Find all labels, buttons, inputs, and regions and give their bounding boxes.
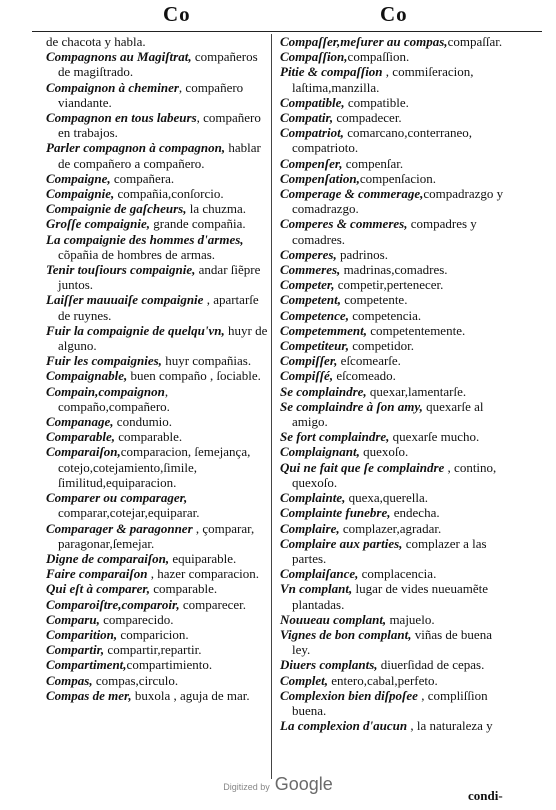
dictionary-entry (280, 338, 512, 353)
dictionary-entry (46, 80, 268, 110)
dictionary-entry (46, 368, 268, 383)
headword: Comparaiſon, (46, 444, 121, 460)
google-logo: Google (274, 774, 333, 794)
dictionary-entry (280, 444, 512, 459)
dictionary-entry (46, 612, 268, 627)
headword: Digne de comparaiſon, (46, 550, 170, 566)
translation: quexar,lamentarſe. (366, 383, 467, 399)
dictionary-entry (280, 521, 512, 536)
dictionary-entry (46, 444, 268, 490)
headword: Compartiment, (46, 657, 127, 673)
headword: Compatir, (280, 110, 334, 126)
translation: , commiſeracion, laſtima,manzilla. (292, 64, 474, 95)
headword: Compaſſer,meſurer au compas, (280, 34, 448, 49)
dictionary-entry (46, 186, 268, 201)
headword: Compaſſion, (280, 49, 348, 65)
column-divider (271, 34, 272, 779)
translation: , compañero en trabajos. (58, 110, 261, 141)
translation: compas,circulo. (92, 672, 179, 688)
dictionary-entry (280, 384, 512, 399)
translation: cõpañia de hombres de armas. (58, 246, 216, 262)
translation: , çomparar, paragonar,ſemejar. (58, 520, 255, 551)
dictionary-entry (46, 262, 268, 292)
headword: Diuers complants, (280, 657, 378, 673)
headword: Comperes & commeres, (280, 216, 408, 232)
headword: Tenir touſiours compaignie, (46, 262, 196, 278)
translation: competir,pertenecer. (334, 277, 444, 293)
translation: grande compañia. (149, 216, 246, 232)
dictionary-entry (280, 368, 512, 383)
dictionary-entry (280, 247, 512, 262)
headword: Complainte funebre, (280, 505, 391, 521)
headword: Compain,compaignon (46, 383, 165, 399)
translation: compaſſar. (447, 34, 503, 49)
headword: Nouueau complant, (280, 611, 387, 627)
translation: , compaño,compañero. (58, 383, 170, 414)
dictionary-entry (280, 34, 512, 49)
left-column (46, 34, 268, 703)
dictionary-entry (46, 201, 268, 216)
dictionary-entry (46, 673, 268, 688)
dictionary-entry (280, 536, 512, 566)
translation: compenſacion. (359, 170, 436, 186)
headword: Vn complant, (280, 581, 353, 597)
dictionary-entry (46, 216, 268, 231)
headword: Compiſſé, (280, 368, 334, 384)
dictionary-entry (46, 642, 268, 657)
translation: compañera. (110, 170, 175, 186)
dictionary-entry (46, 323, 268, 353)
translation: quexarſe mucho. (389, 429, 480, 445)
dictionary-entry (280, 95, 512, 110)
headword: Se fort complaindre, (280, 429, 390, 445)
translation: huyr compañias. (161, 353, 252, 369)
translation: compadres y comadres. (292, 216, 477, 247)
translation: padrinos. (336, 246, 388, 262)
dictionary-entry (46, 171, 268, 186)
translation: quexa,querella. (345, 490, 429, 506)
translation: , compliſſion buena. (292, 687, 488, 718)
translation: diuerſidad de cepas. (377, 657, 485, 673)
dictionary-entry (46, 110, 268, 140)
dictionary-entry (280, 262, 512, 277)
translation: buxola , aguja de mar. (131, 687, 250, 703)
translation: viñas de buena ley. (292, 626, 492, 658)
dictionary-entry (280, 566, 512, 581)
dictionary-entry (280, 171, 512, 186)
dictionary-entry (280, 657, 512, 672)
dictionary-entry (280, 49, 512, 64)
dictionary-entry (280, 460, 512, 490)
dictionary-entry (280, 110, 512, 125)
headword: Compaignie de gaſcheurs, (46, 201, 187, 217)
translation: , compañero viandante. (58, 79, 244, 110)
translation: comparable. (150, 581, 218, 597)
headword: Vignes de bon complant, (280, 626, 412, 642)
headword: Se complaindre, (280, 383, 367, 399)
translation: competentemente. (367, 322, 466, 338)
dictionary-entry (280, 581, 512, 611)
dictionary-entry (280, 323, 512, 338)
headword: Comparu, (46, 611, 100, 627)
headword: Qui eſt à comparer, (46, 581, 150, 597)
headword: Competence, (280, 307, 349, 323)
dictionary-entry (46, 414, 268, 429)
dictionary-entry (280, 156, 512, 171)
headword: Compas de mer, (46, 687, 132, 703)
dictionary-entry (280, 612, 512, 627)
translation: compatible. (344, 94, 409, 110)
dictionary-entry (280, 292, 512, 307)
headword: Comparoiſtre,comparoir, (46, 596, 180, 612)
translation: compadrazgo y comadrazgo. (292, 186, 504, 217)
dictionary-entry (280, 718, 512, 733)
translation: comarcano,conterraneo, compatrioto. (292, 125, 473, 156)
dictionary-entry (280, 216, 512, 246)
dictionary-entry (280, 125, 512, 155)
headword: Compaigne, (46, 170, 111, 186)
headword: Faire comparaiſon (46, 566, 148, 582)
headword: Laiſſer mauuaiſe compaignie (46, 292, 204, 308)
headword: Complet, (280, 672, 329, 688)
translation: quexarſe al amigo. (292, 398, 484, 430)
headword: Complaiſance, (280, 566, 359, 582)
headword: La compaignie des hommes d'armes, (46, 231, 244, 247)
headword: Complaire aux parties, (280, 535, 403, 551)
translation: , la naturaleza y (407, 718, 493, 734)
dictionary-entry (280, 308, 512, 323)
dictionary-entry (46, 292, 268, 322)
header-right: Co (380, 2, 408, 26)
catchword: condi- (468, 788, 503, 803)
translation: comparar,cotejar,equiparar. (58, 505, 200, 521)
headword: Qui ne fait que ſe complaindre (280, 459, 445, 475)
translation: compañeros de magiſtrado. (58, 49, 258, 80)
headword: Complexion bien diſpoſee (280, 687, 418, 703)
translation: endecha. (390, 505, 440, 521)
dictionary-entry (280, 429, 512, 444)
translation: compartir,repartir. (104, 642, 202, 658)
dictionary-entry (46, 551, 268, 566)
translation: huyr de alguno. (58, 322, 268, 354)
headword: Competer, (280, 277, 335, 293)
dictionary-entry (280, 490, 512, 505)
headword: Parler compagnon à compagnon, (46, 140, 226, 156)
headword: Groſſe compaignie, (46, 216, 150, 232)
headword: Comparer ou comparager, (46, 490, 188, 506)
running-header (0, 2, 556, 28)
translation: compaſſion. (347, 49, 410, 65)
translation: hablar de compañero a compañero. (58, 140, 261, 171)
headword: Fuir les compaignies, (46, 353, 162, 369)
dictionary-entry (280, 64, 512, 94)
dictionary-entry (46, 688, 268, 703)
translation: compenſar. (342, 155, 404, 171)
dictionary-entry (280, 186, 512, 216)
dictionary-entry (46, 566, 268, 581)
translation: compadecer. (333, 110, 402, 126)
translation: comparable. (114, 429, 183, 445)
dictionary-entry (280, 688, 512, 718)
dictionary-entry (280, 353, 512, 368)
headword: Comperage & commerage, (280, 186, 424, 202)
translation: , contino, quexoſo. (292, 459, 497, 490)
headword: Competiteur, (280, 338, 349, 354)
translation: compañia,conſorcio. (114, 186, 224, 202)
dictionary-entry (280, 673, 512, 688)
translation: complazer,agradar. (339, 520, 442, 536)
translation: competidor. (348, 338, 414, 354)
dictionary-entry (46, 232, 268, 262)
translation: comparecer. (179, 596, 247, 612)
translation: comparacion, ſemejança, cotejo,cotejamiento,ſimile, ſimilitud,equiparacion. (58, 444, 251, 490)
translation: , hazer comparacion. (147, 566, 260, 582)
headword: Companage, (46, 414, 114, 430)
headword: Competent, (280, 292, 342, 308)
translation: compartimiento. (126, 657, 213, 673)
translation: entero,cabal,perfeto. (328, 672, 438, 688)
dictionary-entry (46, 581, 268, 596)
headword: Complaignant, (280, 444, 360, 460)
dictionary-entry (280, 505, 512, 520)
translation: majuelo. (386, 611, 435, 627)
headword: Compaignie, (46, 186, 115, 202)
dictionary-entry (46, 384, 268, 414)
dictionary-entry (46, 597, 268, 612)
headword: Comparager & paragonner (46, 520, 193, 536)
dictionary-entry (280, 627, 512, 657)
translation: condumio. (113, 414, 173, 430)
translation: quexoſo. (359, 444, 409, 460)
headword: Compenſer, (280, 155, 343, 171)
headword: Comparable, (46, 429, 115, 445)
headword: Commeres, (280, 262, 341, 278)
translation: de chacota y habla. (46, 34, 146, 49)
headword: Fuir la compaignie de quelqu'vn, (46, 322, 225, 338)
headword: Compenſation, (280, 170, 360, 186)
dictionary-entry (46, 140, 268, 170)
dictionary-entry (46, 429, 268, 444)
translation: andar ſiẽpre juntos. (58, 262, 261, 293)
dictionary-entry (46, 34, 268, 49)
headword: La complexion d'aucun (280, 718, 408, 734)
footer-prefix: Digitized by (223, 782, 270, 792)
headword: Pitie & compaſſion (280, 64, 383, 80)
headword: Compatible, (280, 94, 345, 110)
translation: , apartarſe de ruynes. (58, 292, 259, 323)
headword: Compaignon à cheminer (46, 79, 179, 95)
headword: Compatriot, (280, 125, 344, 141)
headword: Compiſſer, (280, 353, 338, 369)
translation: eſcomeado. (333, 368, 396, 384)
dictionary-entry (46, 627, 268, 642)
translation: eſcomearſe. (337, 353, 401, 369)
dictionary-entry (46, 657, 268, 672)
translation: complazer a las partes. (292, 535, 487, 566)
headword: Se complaindre à ſon amy, (280, 398, 423, 414)
digitized-footer (0, 774, 556, 795)
dictionary-entry (46, 353, 268, 368)
dictionary-entry (46, 521, 268, 551)
translation: comparecido. (99, 611, 174, 627)
headword: Comperes, (280, 246, 337, 262)
right-column (280, 34, 512, 733)
translation: complacencia. (358, 566, 437, 582)
translation: equiparable. (169, 550, 237, 566)
translation: buen compaño , ſociable. (127, 368, 261, 384)
translation: lugar de vides nueuamẽte plantadas. (292, 581, 488, 612)
headword: Complaire, (280, 520, 340, 536)
dictionary-entry (280, 399, 512, 429)
dictionary-entry (46, 49, 268, 79)
headword: Compartir, (46, 642, 105, 658)
translation: la chuzma. (186, 201, 247, 217)
headword: Comparition, (46, 626, 118, 642)
headword: Compagnons au Magiſtrat, (46, 49, 192, 65)
headword: Compagnon en tous labeurs (46, 110, 197, 126)
translation: competencia. (348, 307, 422, 323)
dictionary-entry (46, 490, 268, 520)
dictionary-entry (280, 277, 512, 292)
headword: Complainte, (280, 490, 346, 506)
translation: comparicion. (117, 626, 189, 642)
headword: Compas, (46, 672, 93, 688)
headword: Compaignable, (46, 368, 128, 384)
translation: madrinas,comadres. (340, 262, 448, 278)
header-rule (32, 31, 542, 32)
headword: Competemment, (280, 322, 368, 338)
translation: competente. (341, 292, 408, 308)
header-left: Co (163, 2, 191, 26)
